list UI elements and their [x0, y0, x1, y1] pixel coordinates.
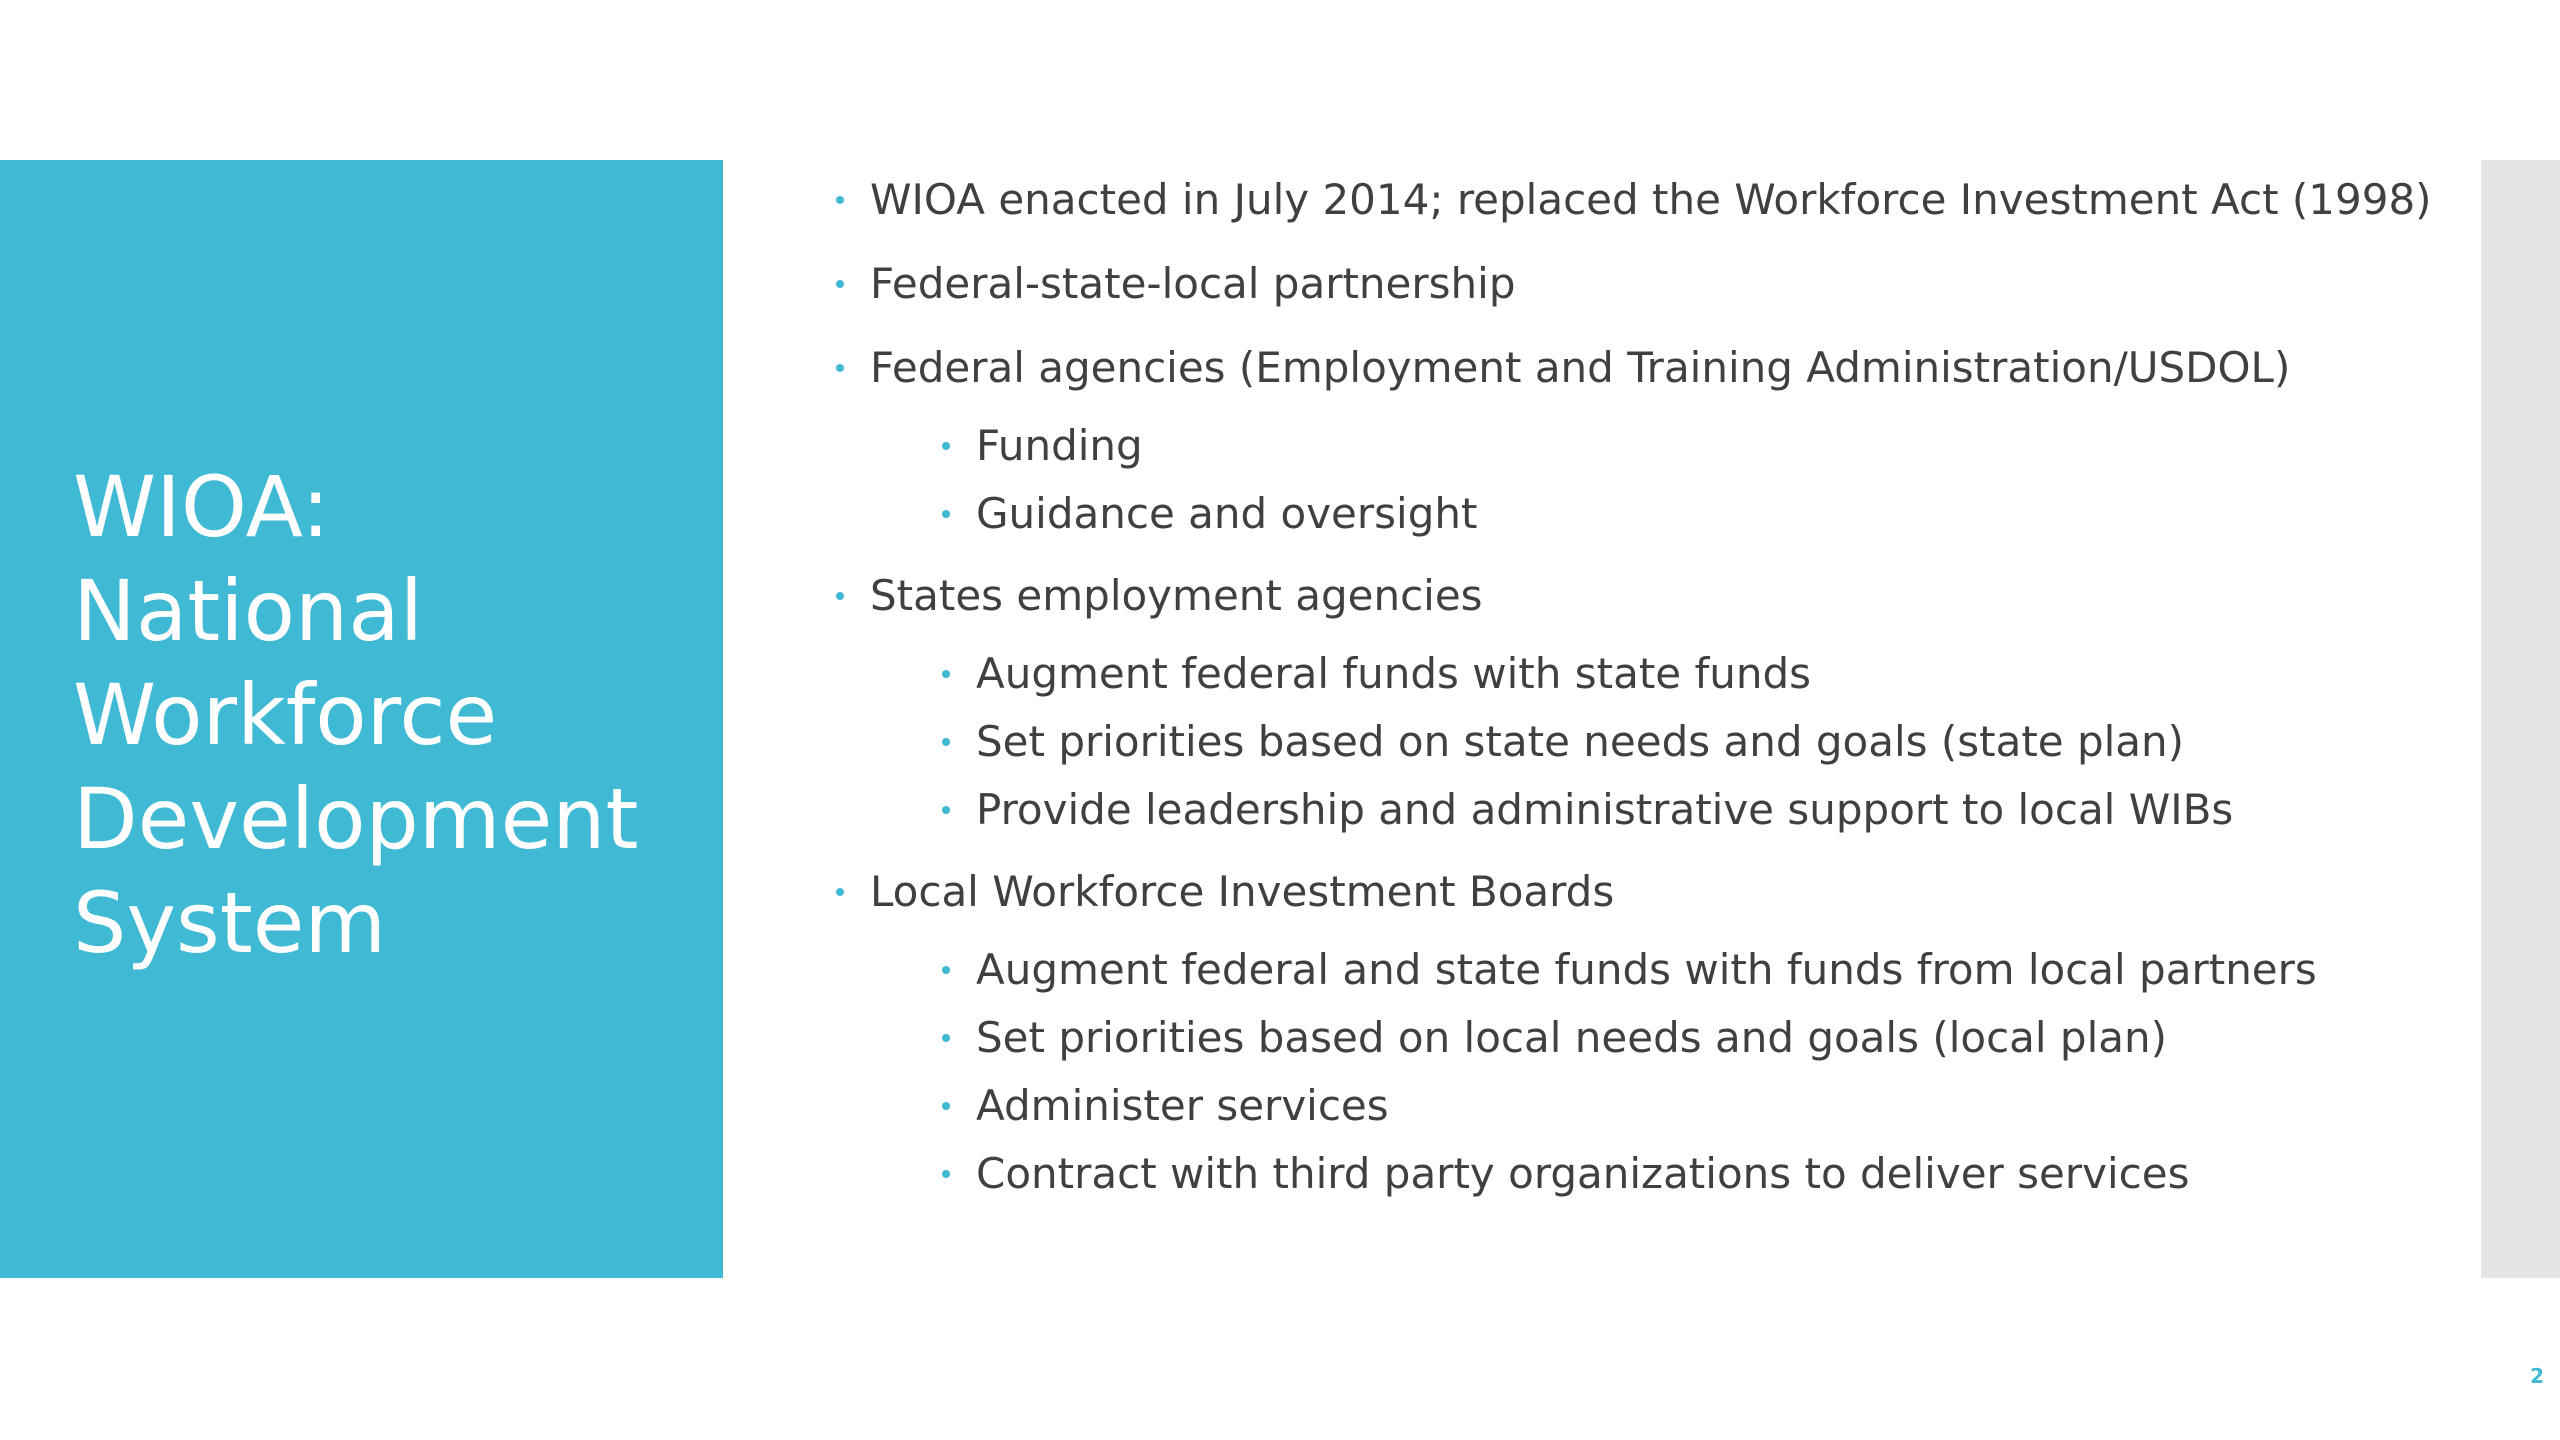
bullet-item [830, 568, 2450, 624]
sub-bullet-item [830, 1146, 2450, 1202]
sub-bullet-item [830, 782, 2450, 838]
bullet-dot-icon [942, 510, 950, 518]
slide-title-line: Development [73, 770, 639, 868]
bullet-dot-icon [942, 1170, 950, 1178]
bullet-text: Administer services [976, 1081, 1389, 1130]
slide-title-line: WIOA: [73, 458, 330, 556]
bullet-text: WIOA enacted in July 2014; replaced the Workforce Investment Act (1998) [870, 175, 2432, 224]
bullet-dot-icon [942, 670, 950, 678]
bullet-dot-icon [836, 280, 844, 288]
bullet-item [830, 256, 2450, 312]
bullet-item [830, 172, 2450, 228]
bullet-dot-icon [942, 1034, 950, 1042]
sub-bullet-item [830, 418, 2450, 474]
bullet-dot-icon [942, 738, 950, 746]
sub-bullet-item [830, 714, 2450, 770]
page-number: 2 [2530, 1364, 2544, 1388]
slide-title-line: System [73, 874, 387, 972]
slide-title-line: Workforce [73, 666, 498, 764]
side-decoration-strip [2481, 160, 2560, 1278]
bullet-dot-icon [942, 966, 950, 974]
bullet-text: Set priorities based on local needs and goals (local plan) [976, 1013, 2167, 1062]
bullet-text: Augment federal and state funds with funds from local partners [976, 945, 2317, 994]
sub-bullet-item [830, 1010, 2450, 1066]
slide-title-line: National [73, 562, 424, 660]
bullet-text: Funding [976, 421, 1143, 470]
bullet-dot-icon [942, 442, 950, 450]
sub-bullet-item [830, 1078, 2450, 1134]
bullet-dot-icon [836, 592, 844, 600]
slide-title [73, 455, 713, 975]
bullet-text: Federal agencies (Employment and Training Administration/USDOL) [870, 343, 2291, 392]
bullet-list [830, 172, 2450, 1214]
bullet-dot-icon [942, 806, 950, 814]
bullet-dot-icon [836, 364, 844, 372]
bullet-dot-icon [836, 196, 844, 204]
bullet-text: Set priorities based on state needs and goals (state plan) [976, 717, 2185, 766]
bullet-text: Guidance and oversight [976, 489, 1478, 538]
bullet-text: Contract with third party organizations to deliver services [976, 1149, 2190, 1198]
bullet-dot-icon [836, 888, 844, 896]
bullet-text: Federal-state-local partnership [870, 259, 1516, 308]
bullet-text: Provide leadership and administrative support to local WIBs [976, 785, 2234, 834]
bullet-item [830, 340, 2450, 396]
sub-bullet-item [830, 486, 2450, 542]
bullet-text: States employment agencies [870, 571, 1483, 620]
bullet-text: Local Workforce Investment Boards [870, 867, 1615, 916]
bullet-item [830, 864, 2450, 920]
sub-bullet-item [830, 942, 2450, 998]
sub-bullet-item [830, 646, 2450, 702]
bullet-text: Augment federal funds with state funds [976, 649, 1812, 698]
bullet-dot-icon [942, 1102, 950, 1110]
